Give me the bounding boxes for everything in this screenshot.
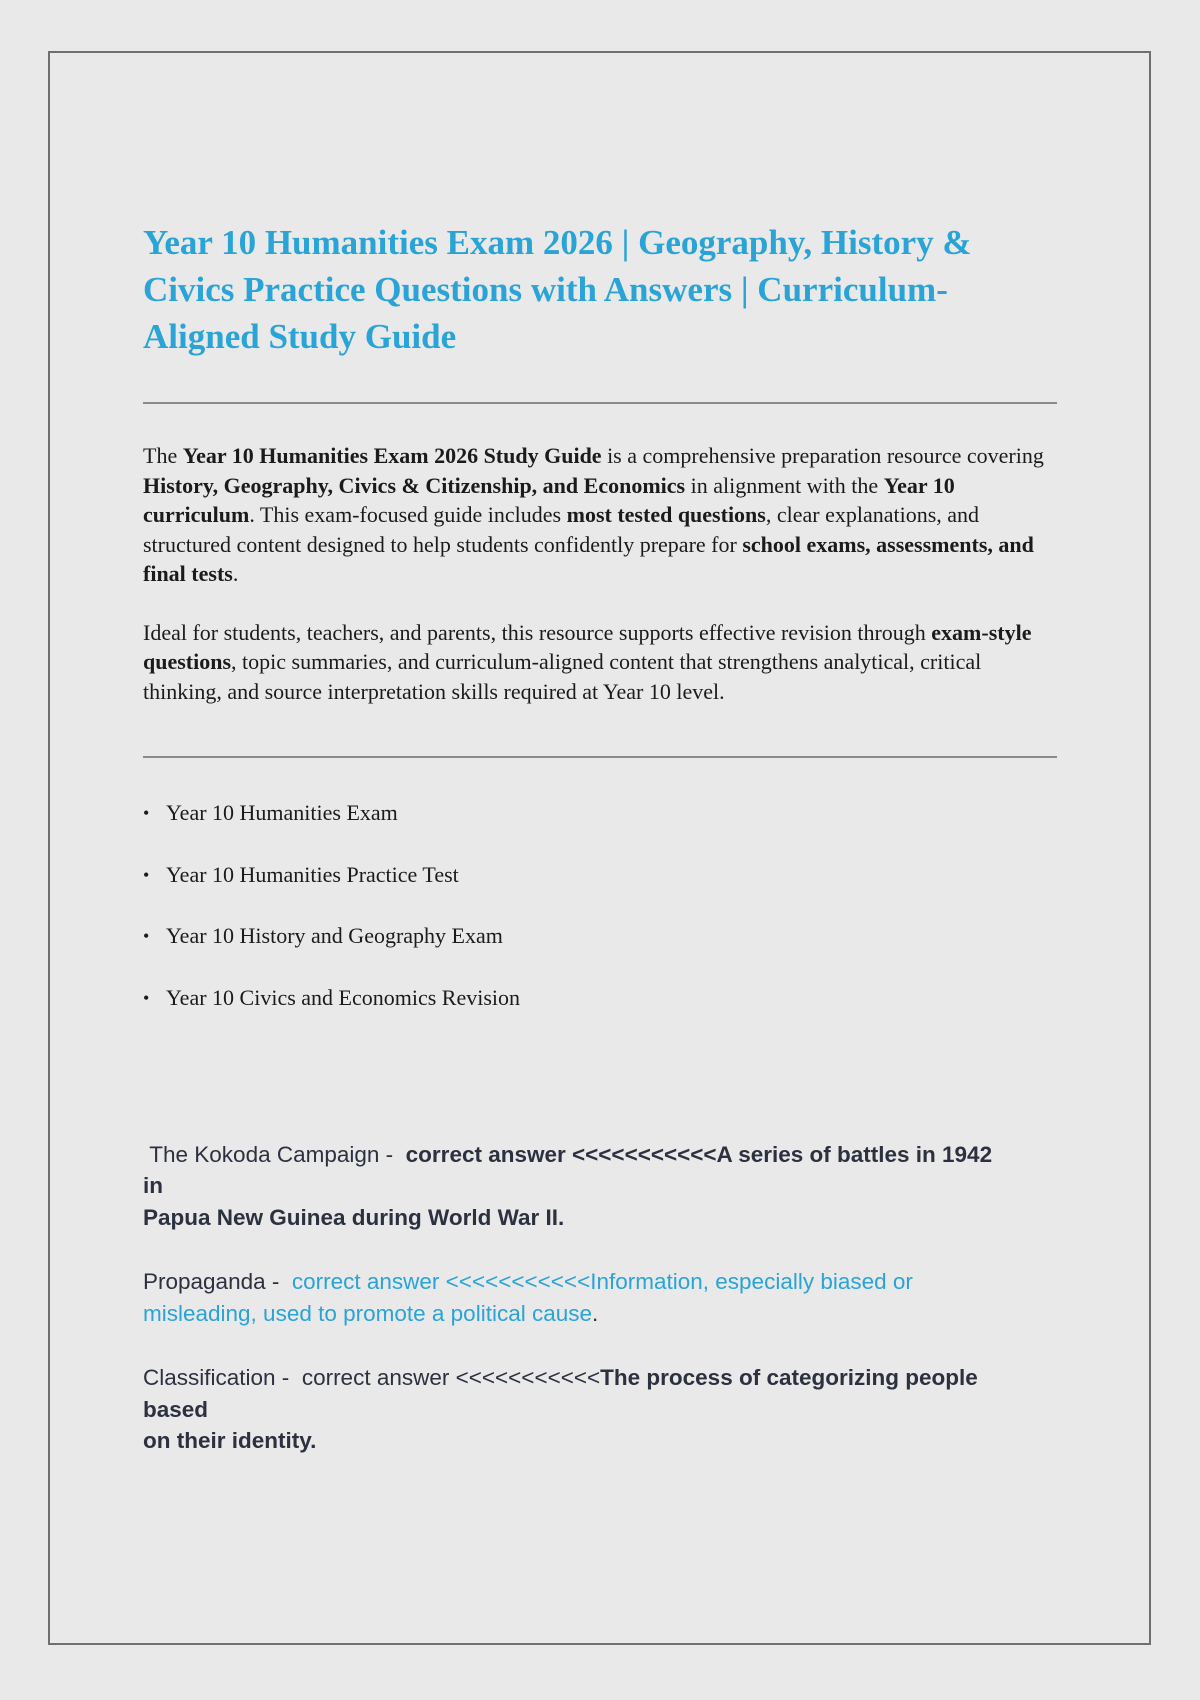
qa-answer: A series of battles in 1942 xyxy=(716,1141,993,1167)
bullet-icon: • xyxy=(143,926,150,946)
intro-bold: exam-style questions xyxy=(143,619,1032,674)
divider xyxy=(143,756,1057,758)
bullet-icon: • xyxy=(143,864,150,885)
qa-answer: Information, especially biased or xyxy=(590,1269,913,1294)
qa-term: Propaganda - xyxy=(143,1269,286,1294)
qa-answer: misleading, used to promote a political cause xyxy=(143,1300,593,1326)
qa-answer: Papua New Guinea during World War II. xyxy=(143,1204,565,1230)
page-content xyxy=(143,219,1057,1490)
qa-answer: based xyxy=(143,1396,209,1422)
intro-text: is a comprehensive preparation resource covering xyxy=(601,443,1044,468)
document-title xyxy=(143,219,1057,360)
intro-bold: Year 10 Humanities Exam 2026 Study Guide xyxy=(182,443,602,468)
intro-text: , clear explanations, and structured content designed to help students confidently prepare for xyxy=(143,502,980,557)
qa-term: The Kokoda Campaign - xyxy=(149,1141,400,1167)
intro-bold: school exams, assessments, and final tests xyxy=(143,531,1034,586)
qa-item xyxy=(143,1362,1057,1457)
qa-item xyxy=(143,1139,1057,1234)
list-item xyxy=(143,921,1057,951)
keyword-text: Year 10 Humanities Practice Test xyxy=(166,861,459,887)
intro-text: . This exam-focused guide includes xyxy=(249,502,567,527)
bullet-icon: • xyxy=(143,987,150,1008)
intro-text: in alignment with the xyxy=(685,472,884,498)
qa-answer: in xyxy=(143,1173,163,1198)
intro-text: . xyxy=(232,561,239,586)
divider xyxy=(143,402,1057,404)
list-item xyxy=(143,860,1057,890)
intro-bold: Year 10 curriculum xyxy=(143,472,955,527)
qa-answer: on their identity. xyxy=(143,1428,317,1453)
intro-text: , topic summaries, and curriculum-aligned content that strengthens analytical, critical thinking, and source interpretation skills required at Year 10 level. xyxy=(143,649,982,704)
keyword-text: Year 10 Civics and Economics Revision xyxy=(166,984,521,1010)
document-page xyxy=(48,51,1151,1645)
qa-term: Classification - xyxy=(143,1365,296,1390)
qa-answer: The process of categorizing people xyxy=(600,1365,978,1390)
qa-list xyxy=(143,1139,1057,1457)
title-line: Aligned Study Guide xyxy=(143,317,457,356)
intro-text: The xyxy=(143,443,183,468)
keyword-text: Year 10 Humanities Exam xyxy=(166,800,398,825)
intro-paragraph xyxy=(143,618,1057,707)
intro-text: Ideal for students, teachers, and parents, this resource supports effective revision through xyxy=(143,619,932,645)
qa-marker: correct answer <<<<<<<<<<< xyxy=(301,1365,601,1390)
list-item xyxy=(143,798,1057,828)
qa-marker: correct answer <<<<<<<<<<< xyxy=(405,1141,717,1167)
intro-bold: History, Geography, Civics & Citizenship, and Economics xyxy=(143,472,686,498)
qa-marker: correct answer <<<<<<<<<<< xyxy=(291,1269,591,1294)
bullet-icon: • xyxy=(143,803,150,823)
title-line: Year 10 Humanities Exam 2026 | Geography, History & xyxy=(143,223,972,262)
keyword-list xyxy=(143,798,1057,1013)
keyword-text: Year 10 History and Geography Exam xyxy=(166,923,503,948)
list-item xyxy=(143,983,1057,1013)
qa-item xyxy=(143,1266,1057,1329)
qa-trailing: . xyxy=(592,1300,599,1326)
intro-paragraph xyxy=(143,441,1057,589)
intro-bold: most tested questions xyxy=(566,502,766,527)
title-line: Civics Practice Questions with Answers | Curriculum- xyxy=(143,270,948,309)
